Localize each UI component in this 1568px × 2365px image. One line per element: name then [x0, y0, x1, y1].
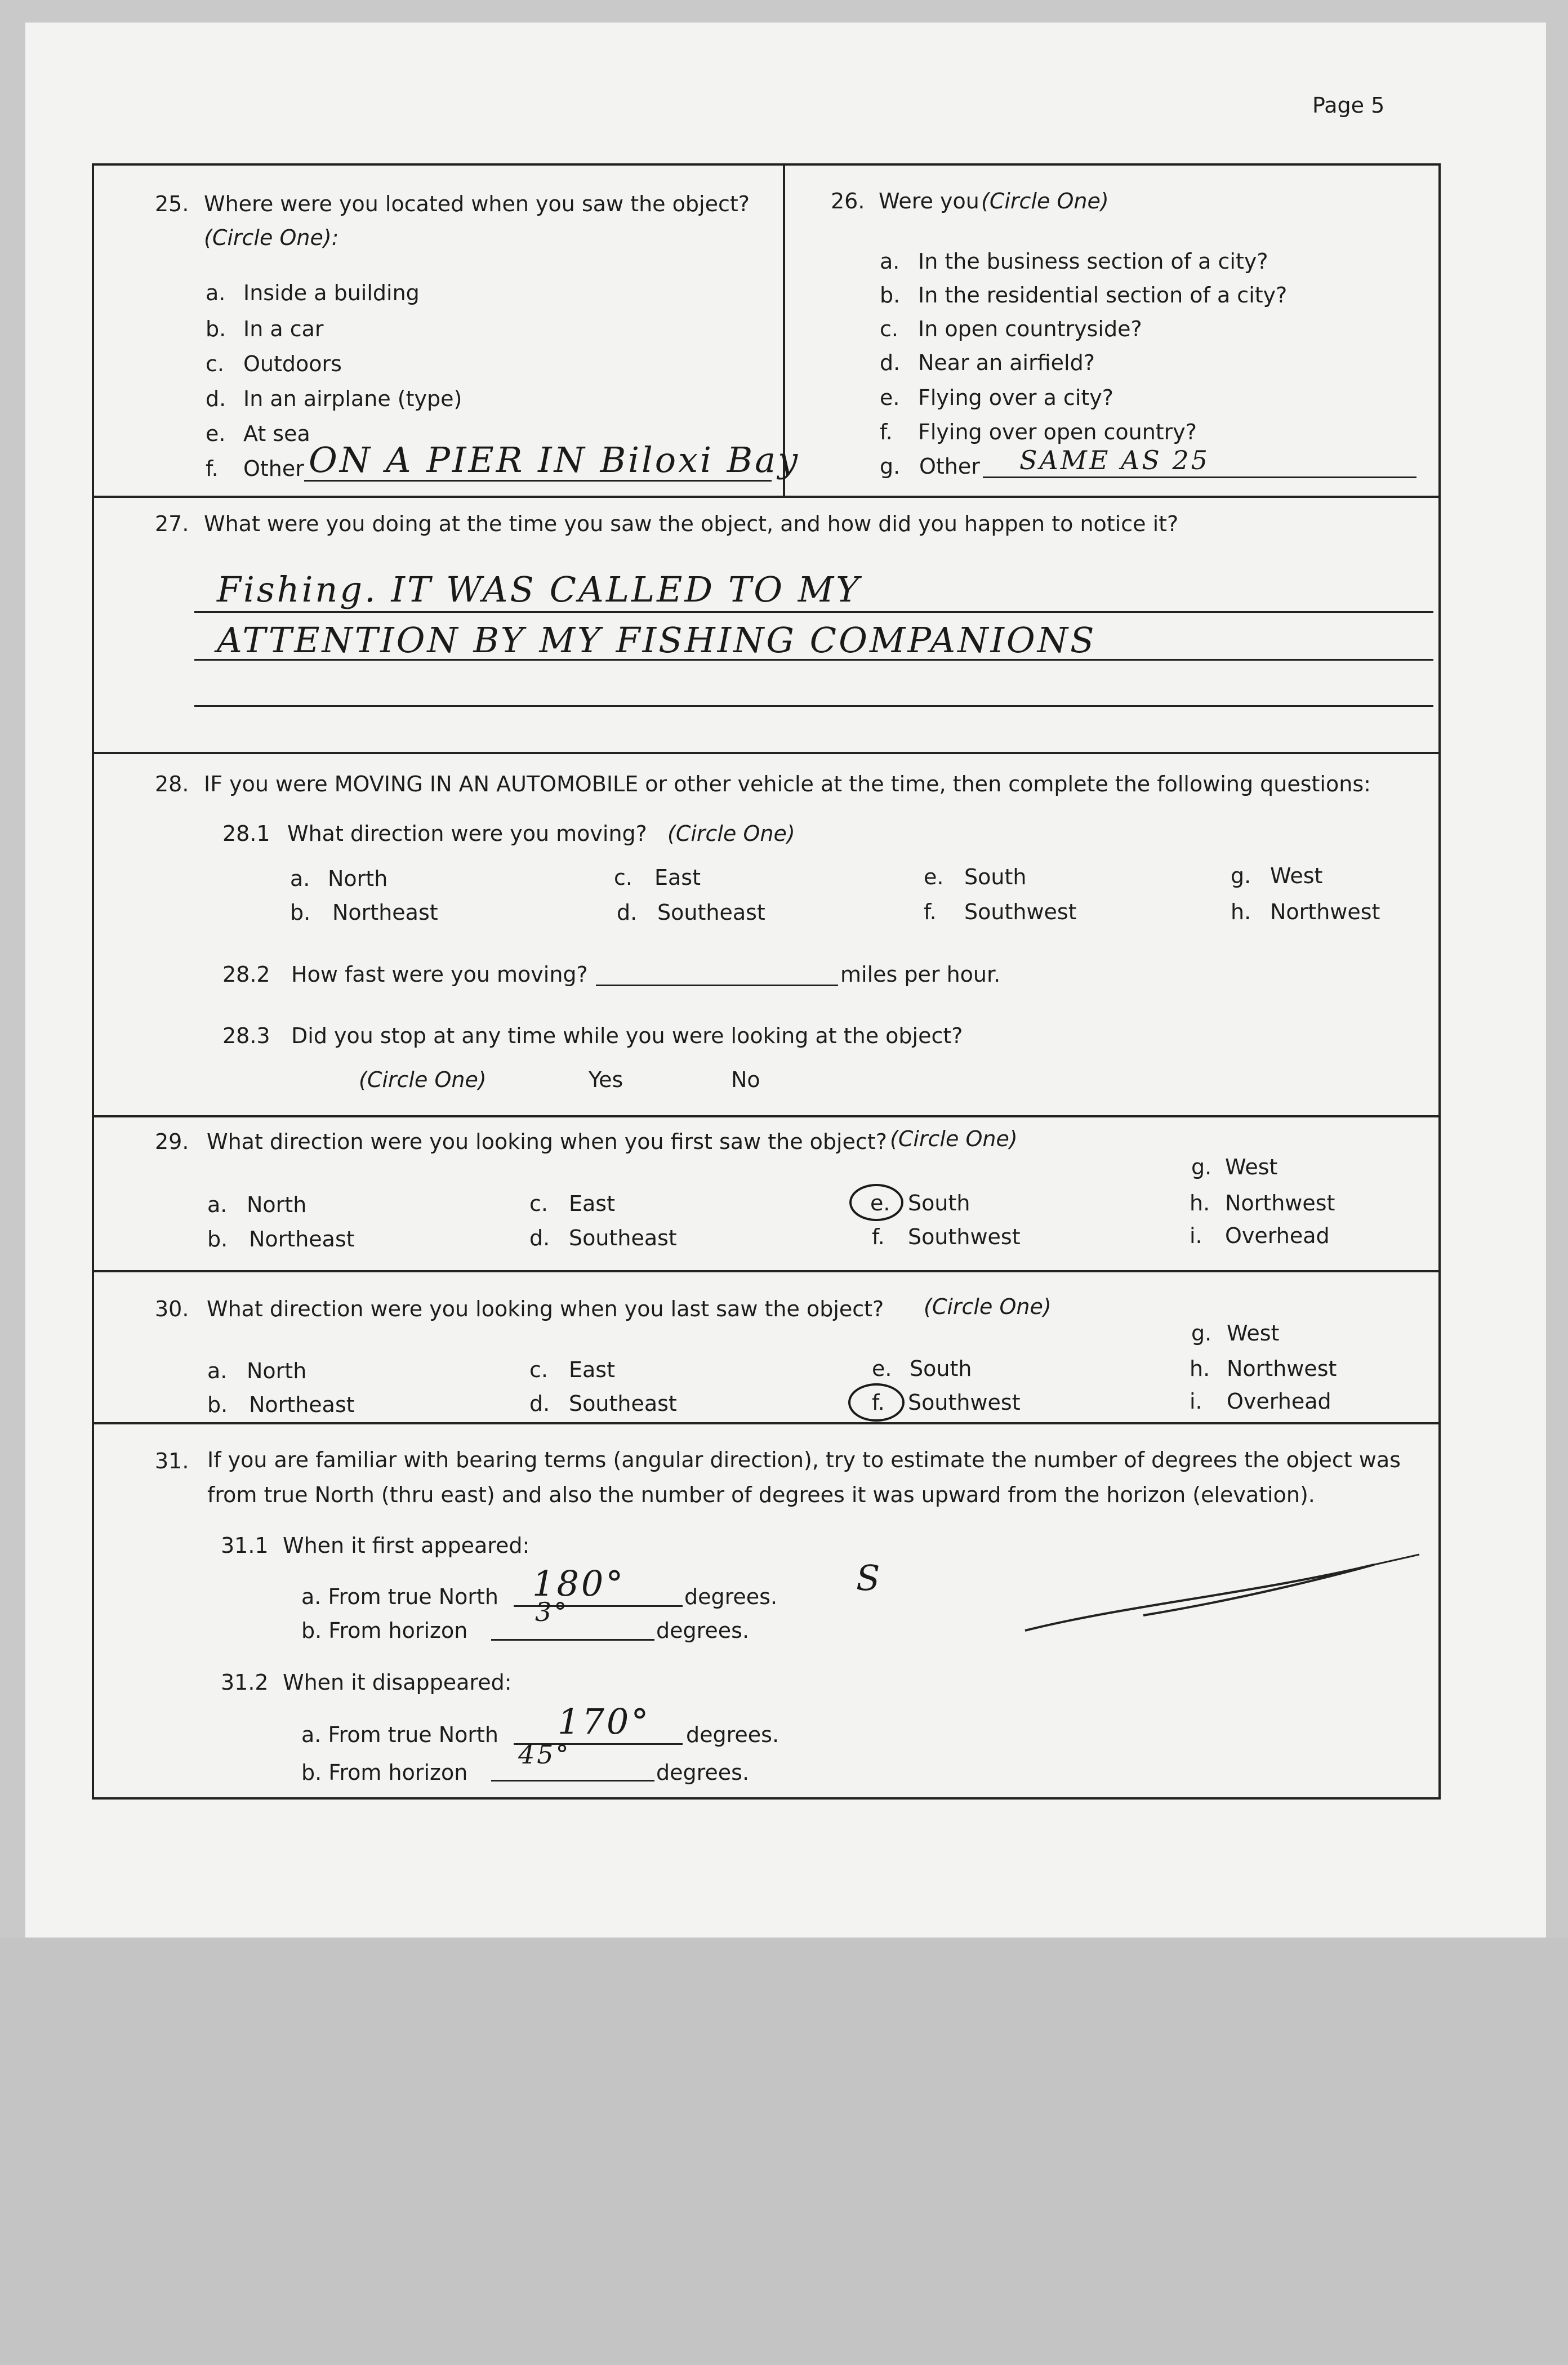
- q26-option-letter: c.: [880, 317, 898, 341]
- q28-3-circle-one: (Circle One): [359, 1067, 487, 1092]
- q29-option-letter: h.: [1190, 1191, 1210, 1215]
- q26-other-answer[interactable]: SAME AS 25: [1019, 445, 1210, 475]
- q28-2-question: How fast were you moving?: [291, 962, 588, 987]
- q28-option-north[interactable]: North: [328, 866, 388, 891]
- q31-2-number: 31.2: [221, 1670, 269, 1695]
- q26-option-countryside[interactable]: In open countryside?: [918, 317, 1142, 341]
- q31-1-a-unit: degrees.: [684, 1584, 778, 1609]
- q28-1-question: What direction were you moving?: [287, 821, 647, 846]
- q28-number: 28.: [155, 772, 189, 796]
- q31-question-line1: If you are familiar with bearing terms (angular direction), try to estimate the number of degrees the object was: [207, 1447, 1401, 1472]
- q29-option-southwest[interactable]: Southwest: [908, 1224, 1021, 1249]
- q26-option-flying-country[interactable]: Flying over open country?: [918, 420, 1197, 444]
- q28-option-letter: g.: [1231, 863, 1251, 888]
- q25-option-in-car[interactable]: In a car: [243, 317, 324, 341]
- q29-circle-one: (Circle One): [890, 1126, 1018, 1151]
- q31-question-line2: from true North (thru east) and also the number of degrees it was upward from the horizon (elevation).: [207, 1482, 1315, 1507]
- q28-3-question: Did you stop at any time while you were looking at the object?: [291, 1023, 963, 1048]
- divider-29: [92, 1115, 1441, 1117]
- q28-option-southeast[interactable]: Southeast: [657, 900, 765, 925]
- q25-option-at-sea[interactable]: At sea: [243, 421, 310, 446]
- q28-option-southwest[interactable]: Southwest: [964, 899, 1077, 924]
- q27-line-3: [194, 705, 1433, 707]
- q26-option-other[interactable]: Other: [919, 454, 980, 479]
- q28-1-circle-one: (Circle One): [667, 821, 795, 846]
- q26-number: 26.: [831, 189, 865, 213]
- q30-option-letter: a.: [207, 1359, 228, 1383]
- q31-1-b-value[interactable]: 3°: [535, 1597, 569, 1627]
- q28-option-northeast[interactable]: Northeast: [332, 900, 438, 925]
- q30-option-letter: h.: [1190, 1356, 1210, 1381]
- q29-number: 29.: [155, 1129, 189, 1154]
- q28-option-northwest[interactable]: Northwest: [1270, 899, 1380, 924]
- q30-option-letter: c.: [529, 1357, 548, 1382]
- q29-option-letter: i.: [1190, 1223, 1202, 1248]
- q29-option-overhead[interactable]: Overhead: [1225, 1223, 1330, 1248]
- q30-option-west[interactable]: West: [1227, 1321, 1280, 1346]
- q26-circle-one: (Circle One): [981, 189, 1109, 213]
- q29-option-letter: a.: [207, 1192, 228, 1217]
- q29-option-southeast[interactable]: Southeast: [569, 1226, 677, 1250]
- q26-option-letter: f.: [880, 420, 893, 444]
- q30-question: What direction were you looking when you last saw the object?: [207, 1297, 884, 1321]
- q28-option-letter: f.: [924, 899, 937, 924]
- q27-line-1: [194, 611, 1433, 613]
- q26-question: Were you: [879, 189, 979, 213]
- q30-option-letter: i.: [1190, 1389, 1202, 1414]
- q25-option-inside-building[interactable]: Inside a building: [243, 280, 420, 305]
- divider-28: [92, 752, 1441, 754]
- q26-option-letter: e.: [880, 385, 900, 410]
- q30-option-east[interactable]: East: [569, 1357, 615, 1382]
- q25-option-outdoors[interactable]: Outdoors: [243, 351, 342, 376]
- q26-option-business[interactable]: In the business section of a city?: [918, 249, 1268, 274]
- q26-option-airfield[interactable]: Near an airfield?: [918, 350, 1095, 375]
- q29-option-letter: e.: [870, 1191, 890, 1215]
- scan-background: [0, 1938, 1568, 2365]
- q26-option-letter: b.: [880, 283, 901, 308]
- q28-option-south[interactable]: South: [964, 865, 1027, 889]
- q29-option-letter: c.: [529, 1191, 548, 1216]
- q31-1-a-value[interactable]: 180°: [532, 1563, 626, 1604]
- q25-option-letter: c.: [206, 351, 224, 376]
- q29-option-letter: f.: [872, 1224, 885, 1249]
- q28-2-unit: miles per hour.: [840, 962, 1001, 987]
- q28-2-number: 28.2: [222, 962, 270, 987]
- q30-option-northwest[interactable]: Northwest: [1227, 1356, 1337, 1381]
- q25-other-answer[interactable]: ON A PIER IN Biloxi Bay: [309, 439, 800, 480]
- q25-option-letter: b.: [206, 317, 226, 341]
- q29-option-east[interactable]: East: [569, 1191, 615, 1216]
- q27-answer-line2[interactable]: ATTENTION BY MY FISHING COMPANIONS: [217, 620, 1097, 661]
- q29-option-west[interactable]: West: [1225, 1155, 1278, 1179]
- q25-option-airplane[interactable]: In an airplane (type): [243, 386, 462, 411]
- q25-question: Where were you located when you saw the object?: [204, 191, 750, 216]
- divider-31: [92, 1422, 1441, 1424]
- q25-option-other[interactable]: Other: [243, 456, 304, 481]
- q25-option-letter: a.: [206, 280, 226, 305]
- q29-option-letter: d.: [529, 1226, 550, 1250]
- q25-number: 25.: [155, 191, 189, 216]
- q26-option-letter: g.: [880, 454, 901, 479]
- q30-answer-circle: [848, 1383, 905, 1422]
- q29-option-letter: g.: [1191, 1155, 1212, 1179]
- q31-1-b-unit: degrees.: [656, 1618, 750, 1643]
- q30-option-letter: g.: [1191, 1321, 1212, 1346]
- q30-option-southwest[interactable]: Southwest: [908, 1390, 1021, 1415]
- q29-option-northwest[interactable]: Northwest: [1225, 1191, 1335, 1215]
- q28-option-letter: c.: [614, 865, 632, 890]
- q31-2-a-unit: degrees.: [686, 1722, 779, 1747]
- divider-30: [92, 1270, 1441, 1272]
- q31-1-b-label: b. From horizon: [301, 1618, 468, 1643]
- q28-3-no[interactable]: No: [731, 1067, 760, 1092]
- q31-2-b-label: b. From horizon: [301, 1760, 468, 1785]
- q26-option-flying-city[interactable]: Flying over a city?: [918, 385, 1113, 410]
- q31-margin-note: S: [856, 1557, 883, 1598]
- q26-option-letter: d.: [880, 350, 901, 375]
- q31-2-label: When it disappeared:: [283, 1670, 512, 1695]
- q30-option-southeast[interactable]: Southeast: [569, 1391, 677, 1416]
- q28-option-east[interactable]: East: [654, 865, 701, 890]
- q28-option-letter: e.: [924, 865, 944, 889]
- q31-1-label: When it first appeared:: [283, 1533, 530, 1558]
- q30-option-south[interactable]: South: [910, 1356, 972, 1381]
- q29-answer-circle: [849, 1184, 903, 1221]
- q27-number: 27.: [155, 511, 189, 536]
- q30-option-letter: d.: [529, 1391, 550, 1416]
- q30-option-north[interactable]: North: [247, 1359, 307, 1383]
- q27-answer-line1[interactable]: Fishing. IT WAS CALLED TO MY: [217, 569, 862, 610]
- q25-circle-one: (Circle One):: [204, 225, 339, 250]
- q29-question: What direction were you looking when you first saw the object?: [207, 1129, 887, 1154]
- q28-option-letter: a.: [290, 866, 310, 891]
- q29-option-northeast[interactable]: Northeast: [249, 1227, 355, 1251]
- q29-option-letter: b.: [207, 1227, 228, 1251]
- q31-1-b-line: [491, 1639, 654, 1641]
- q28-2-speed-field[interactable]: [596, 985, 838, 986]
- q30-option-letter: b.: [207, 1392, 228, 1417]
- q31-2-b-value[interactable]: 45°: [518, 1739, 571, 1770]
- q25-option-letter: f.: [206, 456, 219, 481]
- q30-option-letter: f.: [872, 1390, 885, 1415]
- divider-27: [92, 496, 1441, 498]
- q29-option-north[interactable]: North: [247, 1192, 307, 1217]
- q27-line-2: [194, 659, 1433, 661]
- q31-2-b-unit: degrees.: [656, 1760, 750, 1785]
- q31-2-a-label: a. From true North: [301, 1722, 499, 1747]
- q31-2-a-value[interactable]: 170°: [558, 1701, 651, 1742]
- margin-scribble: [1014, 1515, 1442, 1645]
- q31-1-number: 31.1: [221, 1533, 269, 1558]
- q30-number: 30.: [155, 1297, 189, 1321]
- q28-option-letter: b.: [290, 900, 311, 925]
- q28-3-number: 28.3: [222, 1023, 270, 1048]
- q26-other-line: [983, 476, 1416, 478]
- q25-option-letter: e.: [206, 421, 226, 446]
- q28-question: IF you were MOVING IN AN AUTOMOBILE or other vehicle at the time, then complete the following questions:: [204, 772, 1371, 796]
- q28-3-yes[interactable]: Yes: [589, 1067, 623, 1092]
- q30-option-letter: e.: [872, 1356, 892, 1381]
- q26-option-letter: a.: [880, 249, 900, 274]
- q25-option-letter: d.: [206, 386, 226, 411]
- q26-option-residential[interactable]: In the residential section of a city?: [918, 283, 1288, 308]
- q31-2-b-line: [491, 1780, 654, 1781]
- page-number: Page 5: [1312, 93, 1385, 118]
- q31-1-a-label: a. From true North: [301, 1584, 499, 1609]
- q28-option-letter: d.: [617, 900, 638, 925]
- q31-number: 31.: [155, 1449, 189, 1473]
- q30-circle-one: (Circle One): [924, 1294, 1052, 1319]
- q29-option-south[interactable]: South: [908, 1191, 970, 1215]
- q28-option-letter: h.: [1231, 899, 1251, 924]
- q30-option-northeast[interactable]: Northeast: [249, 1392, 355, 1417]
- q28-option-west[interactable]: West: [1270, 863, 1323, 888]
- q28-1-number: 28.1: [222, 821, 270, 846]
- q27-question: What were you doing at the time you saw the object, and how did you happen to notice it?: [204, 511, 1179, 536]
- q30-option-overhead[interactable]: Overhead: [1227, 1389, 1331, 1414]
